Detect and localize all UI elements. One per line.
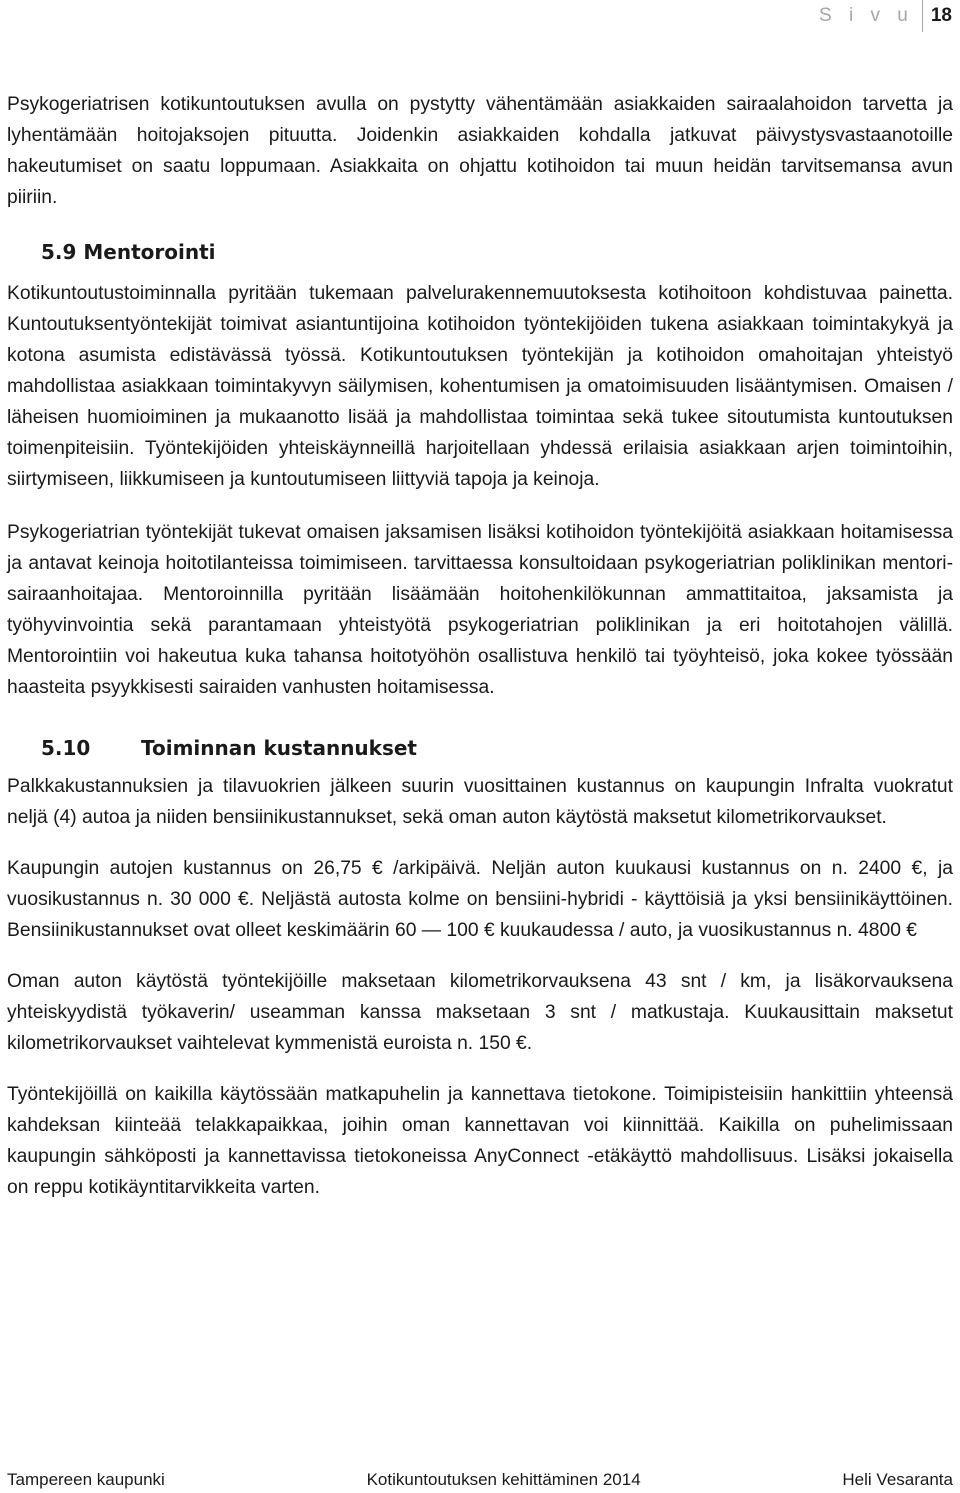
section-title: Toiminnan kustannukset: [141, 736, 417, 760]
paragraph-kustannukset-3: Oman auton käytöstä työntekijöille maksetaan kilometrikorvauksena 43 snt / km, ja lisäkorvauksena yhteiskyydistä työkaverin/ useamman kanssa maksetaan 3 snt / matkustaja. Kuukausittain maksetut kilometrikorvaukset vaihtelevat kymmenistä euroista n. 150 €.: [7, 971, 953, 1054]
section-heading-mentorointi: [7, 237, 953, 268]
page-number: 18: [930, 5, 952, 26]
page-footer: [7, 1467, 953, 1493]
page-label: S i v u: [819, 5, 914, 26]
page-header: [819, 0, 952, 32]
page-separator: [922, 0, 923, 32]
paragraph-kustannukset-1: Palkkakustannuksien ja tilavuokrien jälkeen suurin vuosittainen kustannus on kaupungin Infralta vuokratut neljä (4) autoa ja niiden bensiinikustannukset, sekä oman auton käytöstä maksetut kilometrikorvaukset.: [7, 776, 953, 828]
document-body: [7, 89, 953, 1203]
section-number: 5.9: [41, 240, 77, 264]
paragraph-mentorointi-1: Kotikuntoutustoiminnalla pyritään tukemaan palvelurakennemuutoksesta kotihoitoon kohdistuvaa painetta. Kuntoutuksentyöntekijät toimivat asiantuntijoina kotihoidon työntekijöiden tukena asiakkaan toimintakykyä ja kotona asumista edistävässä työssä. Kotikuntoutuksen työntekijän ja kotihoidon omahoitajan yhteistyö mahdollistaa asiakkaan toimintakyvyn säilymisen, kohentumisen ja omatoimisuuden lisääntymisen. Omaisen / läheisen huomioiminen ja mukaanotto lisää ja mahdollistaa toimintaa sekä tukee sitoutumista kuntoutuksen toimenpiteisiin. Työntekijöiden yhteiskäynneillä harjoitellaan yhdessä erilaisia asiakkaan arjen toimintoihin, siirtymiseen, liikkumiseen ja kuntoutumiseen liittyviä tapoja ja keinoja.: [7, 283, 953, 490]
section-number: 5.10: [41, 736, 91, 760]
paragraph-intro: Psykogeriatrisen kotikuntoutuksen avulla on pystytty vähentämään asiakkaiden sairaalahoidon tarvetta ja lyhentämään hoitojaksojen pituutta. Joidenkin asiakkaiden kohdalla jatkuvat päivystysvastaanotoille hakeutumiset on saatu loppumaan. Asiakkaita on ohjattu kotihoidon tai muun heidän tarvitsemansa avun piiriin.: [7, 94, 953, 208]
footer-document-title: Kotikuntoutuksen kehittäminen 2014: [366, 1470, 641, 1489]
section-heading-kustannukset: [7, 733, 953, 764]
footer-organization: Tampereen kaupunki: [7, 1470, 165, 1489]
section-title: Mentorointi: [83, 240, 216, 264]
paragraph-mentorointi-2: Psykogeriatrian työntekijät tukevat omaisen jaksamisen lisäksi kotihoidon työntekijöitä asiakkaan hoitamisessa ja antavat keinoja hoitotilanteissa toimimiseen. tarvittaessa konsultoidaan psykogeriatrian poliklinikan mentori- sairaanhoitajaa. Mentoroinnilla pyritään lisäämään hoitohenkilökunnan ammattitaitoa, jaksamista ja työhyvinvointia sekä parantamaan yhteistyötä psykogeriatrian poliklinikan ja eri hoitotahojen välillä. Mentorointiin voi hakeutua kuka tahansa hoitotyöhön osallistuva henkilö tai työyhteisö, joka kokee työssään haasteita psyykkisesti sairaiden vanhusten hoitamisessa.: [7, 522, 953, 698]
paragraph-kustannukset-2: Kaupungin autojen kustannus on 26,75 € /arkipäivä. Neljän auton kuukausi kustannus on n. 2400 €, ja vuosikustannus n. 30 000 €. Neljästä autosta kolme on bensiini-hybridi - käyttöisiä ja yksi bensiinikäyttöinen. Bensiinikustannukset ovat olleet keskimäärin 60 — 100 € kuukaudessa / auto, ja vuosikustannus n. 4800 €: [7, 858, 953, 941]
footer-author: Heli Vesaranta: [842, 1470, 953, 1489]
paragraph-kustannukset-4: Työntekijöillä on kaikilla käytössään matkapuhelin ja kannettava tietokone. Toimipisteisiin hankittiin yhteensä kahdeksan kiinteää telakkapaikkaa, joihin oman kannettavan voi kiinnittää. Kaikilla on puhelimissaan kaupungin sähköposti ja kannettavissa tietokoneissa AnyConnect -etäkäyttö mahdollisuus. Lisäksi jokaisella on reppu kotikäyntitarvikkeita varten.: [7, 1084, 953, 1198]
